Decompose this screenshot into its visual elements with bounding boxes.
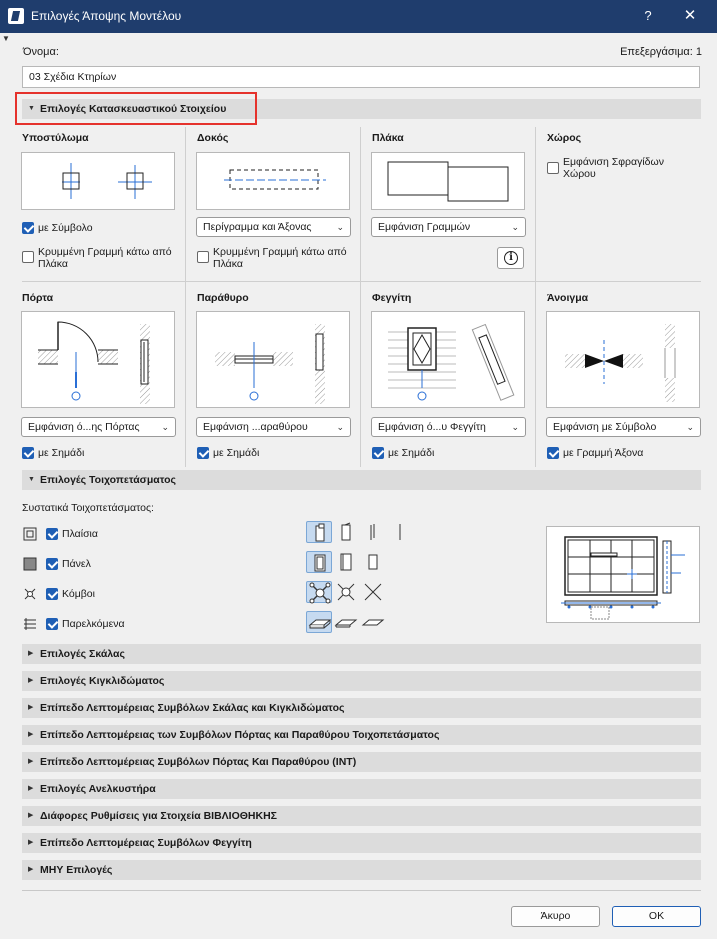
skylight-marker-checkbox[interactable] [372, 447, 384, 459]
name-field[interactable]: 03 Σχέδια Κτηρίων [22, 66, 700, 88]
grid-divider [185, 127, 186, 467]
ok-button[interactable]: OK [612, 906, 701, 927]
door-title: Πόρτα [22, 292, 54, 304]
collapsed-triangle-icon: ▶ [28, 677, 34, 684]
section-title: Επιλογές Σκάλας [40, 648, 125, 660]
section-title: Επίπεδο Λεπτομέρειας των Συμβόλων Πόρτας και Παραθύρου Τοιχοπετάσματος [40, 729, 440, 741]
zone-stamps-checkbox[interactable] [547, 162, 559, 174]
door-marker-checkbox[interactable] [22, 447, 34, 459]
section-title: Επιλογές Κατασκευαστικού Στοιχείου [40, 103, 227, 115]
beam-preview [196, 152, 350, 210]
section-title: ΜΗΥ Επιλογές [40, 864, 113, 876]
collapsed-triangle-icon: ▶ [28, 866, 34, 873]
collapsed-section-header[interactable] [22, 698, 701, 718]
beam-hidden-checkbox[interactable] [197, 251, 209, 263]
accessories-full-toggle[interactable] [306, 611, 332, 633]
collapsed-section-header[interactable] [22, 725, 701, 745]
junctions-label: Κόμβοι [62, 588, 95, 600]
window-marker-label: με Σημάδι [213, 447, 260, 459]
section-title: Επιλογές Ανελκυστήρα [40, 783, 156, 795]
junctions-full-toggle[interactable] [306, 581, 332, 603]
chevron-down-icon: ⌄ [511, 422, 519, 432]
expanded-triangle-icon: ▼ [28, 476, 35, 483]
door-marker-label: με Σημάδι [38, 447, 85, 459]
frame-icon [23, 527, 37, 541]
collapsed-triangle-icon: ▶ [28, 785, 34, 792]
accessories-checkbox[interactable] [46, 618, 58, 630]
cancel-button[interactable]: Άκυρο [511, 906, 600, 927]
column-preview [21, 152, 175, 210]
chevron-down-icon: ⌄ [161, 422, 169, 432]
dropdown-value: Εμφάνιση ό...υ Φεγγίτη [378, 421, 486, 433]
opening-title: Άνοιγμα [547, 292, 589, 304]
accessories-label: Παρελκόμενα [62, 618, 125, 630]
frames-outline-toggle[interactable] [333, 521, 359, 543]
collapsed-section-header[interactable] [22, 644, 701, 664]
opening-axis-checkbox[interactable] [547, 447, 559, 459]
name-label: Όνομα: [23, 46, 59, 58]
section-title: Διάφορες Ρυθμίσεις για Στοιχεία ΒΙΒΛΙΟΘΗΚΗΣ [40, 810, 277, 822]
collapsed-section-header[interactable] [22, 833, 701, 853]
dropdown-value: Εμφάνιση ό...ης Πόρτας [28, 421, 140, 433]
dropdown-value: Εμφάνιση με Σύμβολο [553, 421, 657, 433]
frames-full-toggle[interactable] [306, 521, 332, 543]
collapsed-triangle-icon: ▶ [28, 704, 34, 711]
collapsed-section-header[interactable] [22, 779, 701, 799]
frames-line-toggle[interactable] [360, 521, 386, 543]
app-icon [8, 8, 24, 24]
accessory-icon [23, 617, 37, 631]
junction-icon [23, 587, 37, 601]
collapsed-triangle-icon: ▶ [28, 812, 34, 819]
chevron-down-icon: ⌄ [686, 422, 694, 432]
door-display-dropdown[interactable] [21, 417, 176, 437]
expanded-triangle-icon: ▼ [28, 105, 35, 112]
panels-checkbox[interactable] [46, 558, 58, 570]
window-display-dropdown[interactable] [196, 417, 351, 437]
collapsed-section-header[interactable] [22, 671, 701, 691]
beam-title: Δοκός [197, 132, 229, 144]
column-title: Υποστύλωμα [22, 132, 89, 144]
grid-divider [535, 127, 536, 467]
collapsed-section-header[interactable] [22, 860, 701, 880]
chevron-down-icon: ⌄ [336, 222, 344, 232]
panels-simple-toggle[interactable] [360, 551, 386, 573]
grid-divider [360, 127, 361, 467]
junctions-checkbox[interactable] [46, 588, 58, 600]
info-icon: i [504, 251, 518, 265]
accessories-outline-toggle[interactable] [333, 611, 359, 633]
window-marker-checkbox[interactable] [197, 447, 209, 459]
section-title: Επίπεδο Λεπτομέρειας Συμβόλων Πόρτας Και Παραθύρου (INT) [40, 756, 357, 768]
collapsed-triangle-icon: ▶ [28, 758, 34, 765]
help-button[interactable]: ? [644, 8, 652, 23]
panels-label: Πάνελ [62, 558, 91, 570]
dropdown-value: Περίγραμμα και Άξονας [203, 221, 312, 233]
dropdown-value: Εμφάνιση ...αραθύρου [203, 421, 308, 433]
close-button[interactable]: ✕ [683, 7, 697, 24]
chevron-down-icon: ⌄ [511, 222, 519, 232]
section-title: Επιλογές Τοιχοπετάσματος [40, 474, 176, 486]
collapsed-triangle-icon: ▶ [28, 839, 34, 846]
skylight-display-dropdown[interactable] [371, 417, 526, 437]
beam-display-dropdown[interactable] [196, 217, 351, 237]
slab-preview [371, 152, 525, 210]
window-title-cell: Παράθυρο [197, 292, 249, 304]
panels-full-toggle[interactable] [306, 551, 332, 573]
beam-hidden-label: Κρυμμένη Γραμμή κάτω από Πλάκα [213, 246, 347, 270]
menu-grip-icon[interactable]: ▼ [2, 34, 10, 43]
column-hidden-checkbox[interactable] [22, 251, 34, 263]
section-title: Επίπεδο Λεπτομέρειας Συμβόλων Φεγγίτη [40, 837, 252, 849]
slab-display-dropdown[interactable] [371, 217, 526, 237]
junctions-outline-toggle[interactable] [333, 581, 359, 603]
collapsed-section-header[interactable] [22, 752, 701, 772]
editable-count: Επεξεργάσιμα: 1 [620, 46, 702, 58]
dropdown-value: Εμφάνιση Γραμμών [378, 221, 471, 233]
section-title: Επιλογές Κιγκλιδώματος [40, 675, 165, 687]
window-preview [196, 311, 350, 408]
panel-icon [23, 557, 37, 571]
panels-outline-toggle[interactable] [333, 551, 359, 573]
window-title: Επιλογές Άποψης Μοντέλου [31, 9, 182, 23]
opening-axis-label: με Γραμμή Άξονα [563, 447, 644, 459]
skylight-marker-label: με Σημάδι [388, 447, 435, 459]
skylight-preview [371, 311, 525, 408]
collapsed-section-header[interactable] [22, 806, 701, 826]
skylight-title: Φεγγίτη [372, 292, 412, 304]
footer-divider [22, 890, 701, 891]
opening-preview [546, 311, 700, 408]
frames-checkbox[interactable] [46, 528, 58, 540]
accessories-line-toggle[interactable] [360, 611, 386, 633]
door-preview [21, 311, 175, 408]
curtain-components-label: Συστατικά Τοιχοπετάσματος: [22, 502, 154, 514]
junctions-line-toggle[interactable] [360, 581, 386, 603]
column-symbol-checkbox[interactable] [22, 222, 34, 234]
chevron-down-icon: ⌄ [336, 422, 344, 432]
collapsed-triangle-icon: ▶ [28, 650, 34, 657]
curtain-section-header[interactable] [22, 470, 701, 490]
zone-title: Χώρος [547, 132, 582, 144]
construction-section-header[interactable] [22, 99, 701, 119]
title-bar [0, 0, 717, 33]
curtain-wall-preview [546, 526, 700, 623]
zone-stamps-label: Εμφάνιση Σφραγίδων Χώρου [563, 156, 664, 180]
column-hidden-label: Κρυμμένη Γραμμή κάτω από Πλάκα [38, 246, 172, 270]
section-title: Επίπεδο Λεπτομέρειας Συμβόλων Σκάλας και Κιγκλιδώματος [40, 702, 345, 714]
grid-divider [22, 281, 701, 282]
frames-label: Πλαίσια [62, 528, 98, 540]
frames-single-toggle[interactable] [387, 521, 413, 543]
column-symbol-label: με Σύμβολο [38, 222, 93, 234]
collapsed-triangle-icon: ▶ [28, 731, 34, 738]
slab-info-button[interactable] [497, 247, 524, 269]
slab-title: Πλάκα [372, 132, 404, 144]
opening-display-dropdown[interactable] [546, 417, 701, 437]
